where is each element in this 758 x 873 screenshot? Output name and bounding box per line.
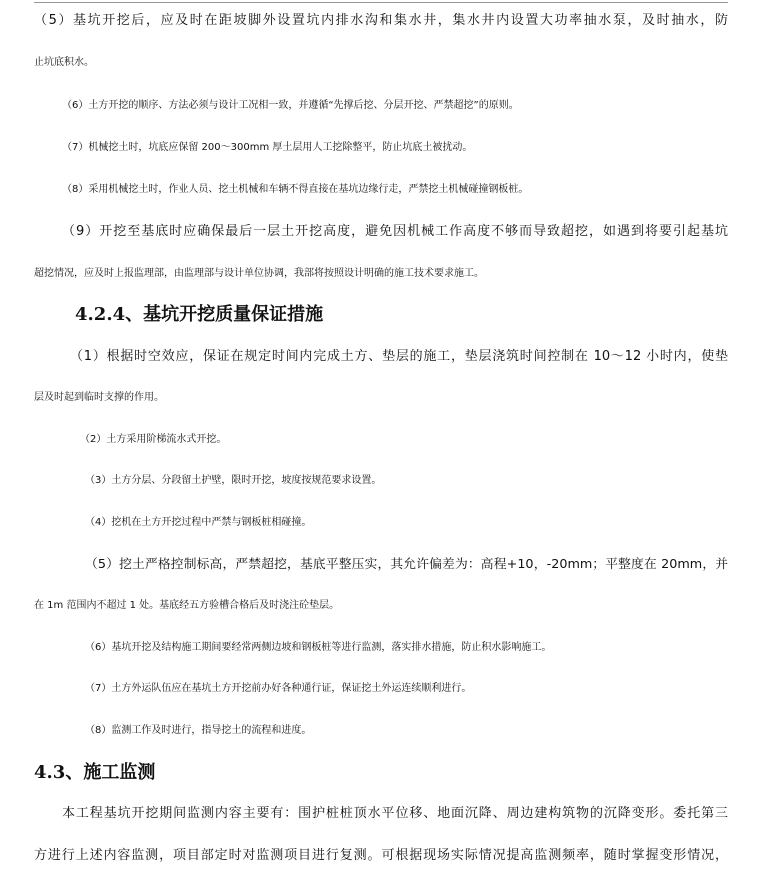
measure-2: （2）土方采用阶梯流水式开挖。 [80, 434, 227, 445]
measure-1-line-1: （1）根据时空效应，保证在规定时间内完成土方、垫层的施工，垫层浇筑时间控制在 10～12 小时内，使垫 [70, 349, 728, 364]
paragraph-7: （7）机械挖土时，坑底应保留 200～300mm 厚土层用人工挖除整平，防止坑底土被扰动。 [62, 142, 473, 153]
paragraph-5-line-1: （5）基坑开挖后，应及时在距坡脚外设置坑内排水沟和集水井，集水井内设置大功率抽水泵，及时抽水，防 [34, 13, 728, 28]
page-top-rule [34, 2, 728, 3]
measure-5-line-2: 在 1m 范围内不超过 1 处。基底经五方验槽合格后及时浇注砼垫层。 [34, 600, 340, 611]
paragraph-9-line-2: 超挖情况，应及时上报监理部，由监理部与设计单位协调，我部将按照设计明确的施工技术要求施工。 [34, 268, 484, 279]
measure-3: （3）土方分层、分段留土护壁，限时开挖，坡度按规范要求设置。 [85, 475, 382, 486]
measure-7: （7）土方外运队伍应在基坑土方开挖前办好各种通行证，保证挖土外运连续顺利进行。 [85, 683, 472, 694]
measure-5-line-1: （5）挖土严格控制标高，严禁超挖，基底平整压实，其允许偏差为：高程+10，-20mm；平整度在 20mm，并 [85, 557, 728, 572]
paragraph-8: （8）采用机械挖土时，作业人员、挖土机械和车辆不得直接在基坑边缘行走，严禁挖土机械碰撞钢板桩。 [62, 184, 529, 195]
monitoring-line-2: 方进行上述内容监测，项目部定时对监测项目进行复测。可根据现场实际情况提高监测频率，随时掌握变形情况， [34, 848, 728, 863]
section-heading-4-2-4: 4.2.4、基坑开挖质量保证措施 [75, 304, 324, 325]
monitoring-line-1: 本工程基坑开挖期间监测内容主要有：围护桩桩顶水平位移、地面沉降、周边建构筑物的沉降变形。委托第三 [62, 806, 728, 821]
measure-4: （4）挖机在土方开挖过程中严禁与钢板桩相碰撞。 [85, 517, 312, 528]
section-heading-4-3: 4.3、施工监测 [34, 762, 156, 783]
paragraph-9-line-1: （9）开挖至基底时应确保最后一层土开挖高度，避免因机械工作高度不够而导致超挖，如遇到将要引起基坑 [62, 224, 728, 239]
measure-6: （6）基坑开挖及结构施工期间要经常两侧边坡和钢板桩等进行监测，落实排水措施，防止积水影响施工。 [85, 642, 552, 653]
paragraph-5-line-2: 止坑底积水。 [34, 57, 94, 68]
paragraph-6: （6）土方开挖的顺序、方法必须与设计工况相一致，并遵循“先撑后挖、分层开挖、严禁超挖”的原则。 [62, 100, 519, 111]
measure-8: （8）监测工作及时进行，指导挖土的流程和进度。 [85, 725, 312, 736]
measure-1-line-2: 层及时起到临时支撑的作用。 [34, 392, 164, 403]
